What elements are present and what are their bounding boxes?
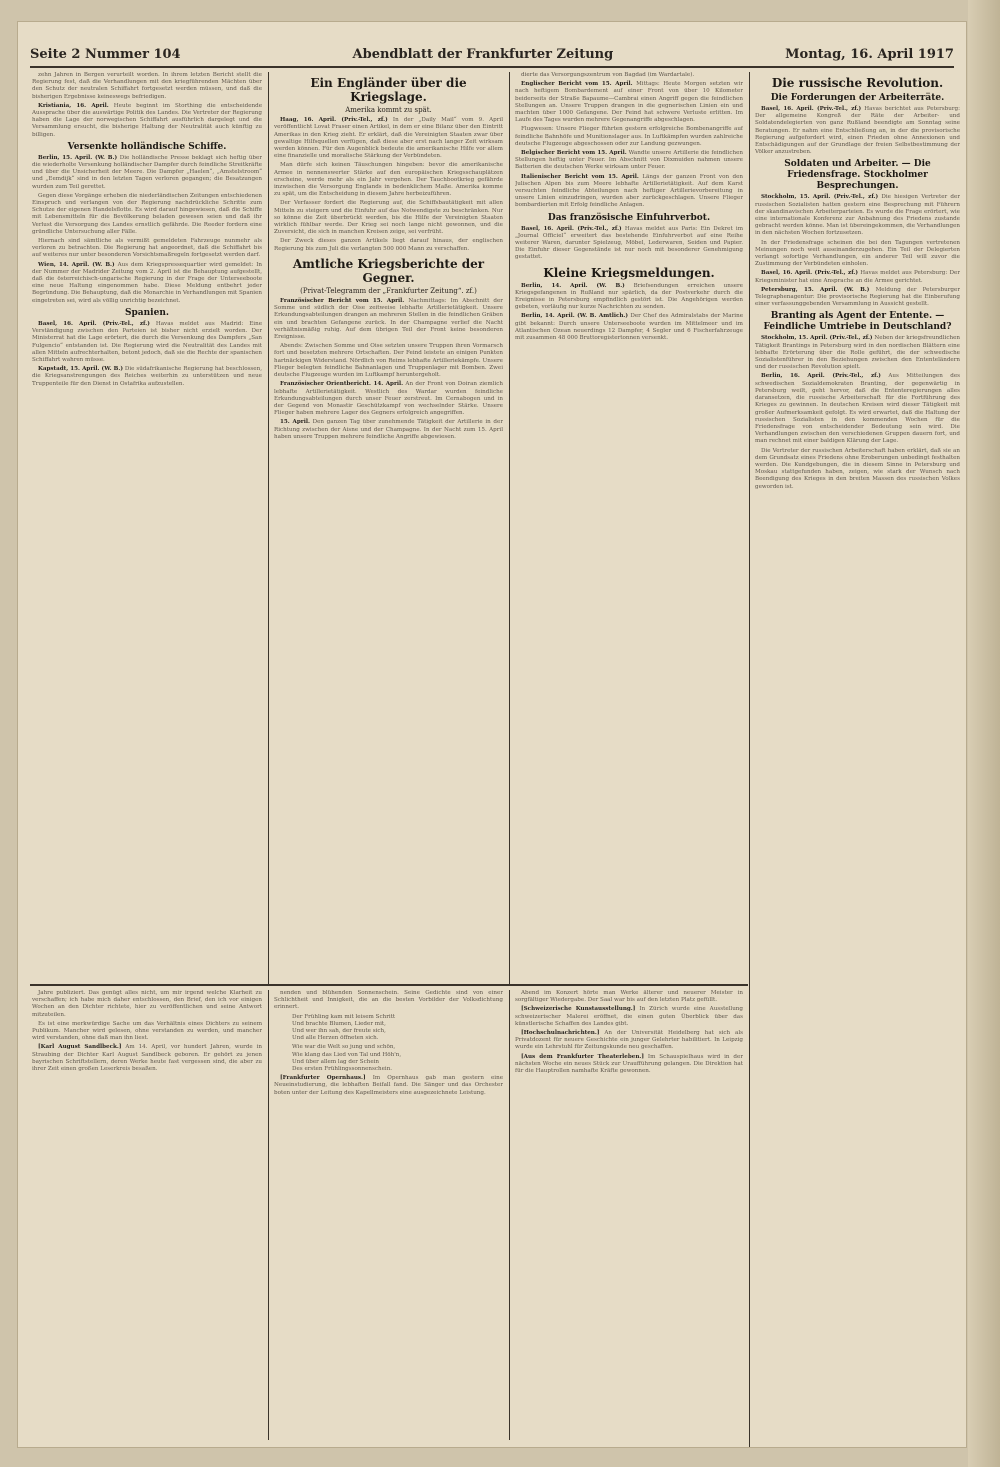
dateline: Basel, 16. April. (Priv.-Tel., zf.) <box>38 320 150 327</box>
column-rule <box>749 72 750 1447</box>
dateline: Französischer Orientbericht. 14. April. <box>280 381 404 388</box>
dateline: Basel, 16. April. (Priv.-Tel., zf.) <box>761 270 859 277</box>
article-headline: Soldaten und Arbeiter. — Die Friedensfrage. Stockholmer Besprechungen. <box>784 159 931 192</box>
dateline: Basel, 16. April. (Priv.-Tel., zf.) <box>521 225 622 232</box>
issue-date: Montag, 16. April 1917 <box>785 47 954 62</box>
article-headline: Die russische Revolution. <box>771 76 944 90</box>
article-headline: Das französische Einfuhrverbot. <box>547 212 711 223</box>
feuilleton-item: [Hochschulnachrichten.] <box>521 1030 600 1037</box>
feuilleton-item: [Schweizerische Kunstausstellung.] <box>521 1006 636 1013</box>
article-headline: Spanien. <box>125 307 169 318</box>
dateline: 15. April. <box>280 419 310 426</box>
dateline: Stockholm, 15. April. (Priv.-Tel., zf.) <box>761 335 873 342</box>
dateline: Berlin, 14. April. (W. B.) <box>521 282 625 289</box>
feuilleton-column-3: Abend im Konzert hörte man Werke älterer und neuerer Meister in sorgfältiger Wiedergabe. Der Saal war bis auf den letzten Platz gefüllt. [Schweizerische Kunstausstellung.] In Zürich wurde eine Ausstellung schweizerischer Malerei eröffnet, die einen guten Überblick über das künstlerische Schaffen des Landes gibt. [Hochschulnachrichten.] An der Universität Heidelberg hat sich als Privatdozent für neuere Geschichte ein junger Gelehrter habilitiert. In Leipzig wurde ein Lehrstuhl für Zeitungskunde neu geschaffen. [Aus dem Frankfurter Theaterleben.] Im Schauspielhaus wird in der nächsten Woche ein neues Stück zur Uraufführung gelangen. Die Direktion hat für die Hauptrollen namhafte Kräfte gewonnen. <box>515 990 743 1075</box>
dateline: Englischer Bericht vom 15. April. <box>521 81 633 88</box>
column-4: Die russische Revolution. Die Forderungen der Arbeiterräte. Basel, 16. April. (Priv.-Tel., zf.) Havas berichtet aus Petersburg: Der allgemeine Kongreß der Räte der Arbeiter- und Soldatendelegierten von ganz Rußland beendigte am Sonntag seine Beratungen. Er nahm eine Entschließung an, in der die provisorische Regierung aufgefordert wird, einen Frieden ohne Annexionen und Entschädigungen auf der Grundlage der freien Selbstbestimmung der Völker anzustreben. Soldaten und Arbeiter. — Die Friedensfrage. Stockholmer Besprechungen. Stockholm, 15. April. (Priv.-Tel., zf.) Die hiesigen Vertreter der russischen Sozialisten hatten gestern eine Besprechung mit Führern der skandinavischen Arbeiterparteien. Es wurde die Frage erörtert, wie eine internationale Konferenz zur Anbahnung des Friedens zustande gebracht werden könne. Man ist übereingekommen, die Verhandlungen in den nächsten Wochen fortzusetzen. In der Friedensfrage scheinen die bei den Tagungen vertretenen Meinungen noch weit auseinanderzugehen. Ein Teil der Delegierten verlangt sofortige Verhandlungen, ein anderer Teil will zuvor die Zustimmung der Verbündeten einholen. Basel, 16. April. (Priv.-Tel., zf.) Havas meldet aus Petersburg: Der Kriegsminister hat eine Ansprache an die Armee gerichtet. Petersburg, 15. April. (W. B.) Meldung der Petersburger Telegraphenagentur: Die provisorische Regierung hat die Einberufung einer verfassunggebenden Versammlung in Aussicht gestellt. Branting als Agent der Entente. — Feindliche Umtriebe in Deutschland? Stockholm, 15. April. (Priv.-Tel., zf.) Neben der kriegsfreundlichen Tätigkeit Brantings in Petersburg wird in den nordischen Blättern eine lebhafte Erörterung über die Rolle geführt, die der schwedische Sozialistenführer in den Beziehungen zwischen den Ententeländern und der russischen Revolution spielt. Berlin, 16. April. (Priv.-Tel., zf.) Aus Mitteilungen des schwedischen Sozialdemokraten Branting, der gegenwärtig in Petersburg weilt, geht hervor, daß die Ententeregierungen alles daransetzen, die russische Arbeiterschaft für die Fortführung des Krieges zu gewinnen. In deutschen Kreisen wird dieser Tätigkeit mit großer Aufmerksamkeit gefolgt. Es wird erwartet, daß die Haltung der russischen Sozialisten in den kommenden Wochen für die Friedensfrage von entscheidender Bedeutung sein wird. Die Verhandlungen zwischen den verschiedenen Gruppen dauern fort, und man rechnet mit einer baldigen Klärung der Lage. Die Vertreter der russischen Arbeiterschaft haben erklärt, daß sie an dem Grundsatz eines Friedens ohne Eroberungen unbedingt festhalten werden. Die Kundgebungen, die in diesem Sinne in Petersburg und Moskau stattgefunden haben, zeigen, wie stark der Wunsch nach Beendigung des Krieges in den breiten Massen des russischen Volkes geworden ist. <box>755 76 960 490</box>
article-subheadline: Amerika kommt zu spät. <box>345 106 432 114</box>
article-subheadline: Die Forderungen der Arbeiterräte. <box>770 93 945 103</box>
dateline: Wien, 14. April. (W. B.) <box>38 261 115 268</box>
dateline: Italienischer Bericht vom 15. April. <box>521 173 639 180</box>
newspaper-title: Abendblatt der Frankfurter Zeitung <box>352 47 614 62</box>
dateline: Kapstadt, 15. April. (W. B.) <box>38 366 123 373</box>
feuilleton-item: [Aus dem Frankfurter Theaterleben.] <box>521 1053 644 1060</box>
column-rule <box>509 72 510 984</box>
column-2: Ein Engländer über die Kriegslage. Amerika kommt zu spät. Haag, 16. April. (Priv.-Tel., zf.) In der „Daily Mail“ vom 9. April veröffentlicht Lovat Fraser einen Artikel, in dem er eine Bilanz über den Eintritt Amerikas in den Krieg zieht. Er erklärt, daß die Vereinigten Staaten zwar über gewaltige Hilfsquellen verfügen, daß diese aber erst nach langer Zeit wirksam werden können. Für den Augenblick bedeute die amerikanische Hilfe vor allem eine finanzielle und moralische Stärkung der Verbündeten. Man dürfe sich keinen Täuschungen hingeben: bevor die amerikanische Armee in nennenswerter Stärke auf den europäischen Kriegsschauplätzen erscheine, werde mehr als ein Jahr vergehen. Der Tauchbootkrieg gefährde inzwischen die Versorgung Englands in bedenklichem Maße. Amerika komme zu spät, um die Entscheidung in diesem Jahre herbeizuführen. Der Verfasser fordert die Regierung auf, die Schiffsbautätigkeit mit allen Mitteln zu steigern und die Einfuhr auf das Notwendigste zu beschränken. Nur so könne die Zeit überbrückt werden, bis die Hilfe der Vereinigten Staaten wirklich fühlbar werde. Der Krieg sei noch lange nicht gewonnen, und die Zuversicht, die sich in manchen Kreisen zeige, sei verfrüht. Der Zweck dieses ganzen Artikels liegt darauf hinaus, der englischen Regierung bis zum Juli die verlangten 500 000 Mann zu verschaffen. Amtliche Kriegsberichte der Gegner. (Privat-Telegramm der „Frankfurter Zeitung“. zf.) Französischer Bericht vom 15. April. Nachmittags: Im Abschnitt der Somme und südlich der Oise zeitweise lebhafte Artillerietätigkeit. Unsere Erkundungsabteilungen drangen an mehreren Stellen in die feindlichen Gräben ein und brachten Gefangene zurück. In der Champagne verlief die Nacht verhältnismäßig ruhig. Auf dem übrigen Teil der Front keine besonderen Ereignisse. Abends: Zwischen Somme und Oise setzten unsere Truppen ihren Vormarsch fort und besetzten mehrere Ortschaften. Der Feind leistete an einigen Punkten hartnäckigen Widerstand. Nördlich von Reims lebhafte Artilleriekämpfe. Unsere Flieger belegten feindliche Bahnanlagen und Truppenlager mit Bomben. Zwei deutsche Flugzeuge wurden im Luftkampf heruntergeholt. Französischer Orientbericht. 14. April. An der Front von Doiran ziemlich lebhafte Artillerietätigkeit. Westlich des Wardar wurden feindliche Erkundungsabteilungen durch unser Feuer zerstreut. Im Cernabogen und in der Gegend von Monastir Geschützkampf von wechselnder Stärke. Unsere Flieger haben mehrere Lager des Gegners erfolgreich angegriffen. 15. April. Den ganzen Tag über zunehmende Tätigkeit der Artillerie in der Richtung zwischen der Aisne und der Champagne. In der Nacht zum 15. April haben unsere Truppen mehrere feindliche Angriffe abgewiesen. <box>274 76 503 440</box>
column-rule <box>268 990 269 1440</box>
feuilleton-item: [Frankfurter Opernhaus.] <box>280 1075 366 1082</box>
article-headline: Kleine Kriegsmeldungen. <box>543 265 715 280</box>
article-subheadline: (Privat-Telegramm der „Frankfurter Zeitung“. zf.) <box>300 286 477 295</box>
feuilleton-column-2: nenden und blühenden Sonnenschein. Seine Gedichte sind von einer Schlichtheit und Innigkeit, die an die besten Vorbilder der Volksdichtung erinnert. Der Frühling kam mit leisem Schritt Und brachte Blumen, Lieder mit, Und wer ihn sah, der freute sich, Und alle Herzen öffneten sich. Wie war die Welt so jung und schön, Wie klang das Lied von Tal und Höh'n, Und über allem lag der Schein Des ersten Frühlingssonnenschein. [Frankfurter Opernhaus.] Im Opernhaus gab man gestern eine Neueinstudierung, die lebhaften Beifall fand. Die Sänger und das Orchester boten unter der Leitung des Kapellmeisters eine ausgezeichnete Leistung. <box>274 990 503 1096</box>
page-edge <box>968 0 1000 1467</box>
column-1: zehn Jahren in Bergen verurteilt worden. In ihrem letzten Bericht stellt die Regierung fest, daß die Verhandlungen mit den kriegführenden Mächten über den Schutz der neutralen Schiffahrt fortgesetzt werden müssen, und daß die bisherigen Ergebnisse keineswegs befriedigen. Kristiania, 16. April. Heute beginnt im Storthing die entscheidende Aussprache über die auswärtige Politik des Landes. Die Vertreter der Regierung haben die Lage der norwegischen Schiffahrt ausführlich dargelegt und die Versammlung ersucht, die bisherige Haltung der Neutralität auch künftig zu billigen. Versenkte holländische Schiffe. Berlin, 15. April. (W. B.) Die holländische Presse beklagt sich heftig über die wiederholte Versenkung holländischer Dampfer durch feindliche Streitkräfte und über die Unsicherheit der Meere. Die Dampfer „Haelen“, „Amstelstroom“ und „Eemdijk“ sind in den letzten Tagen verloren gegangen; die Besatzungen wurden zum Teil gerettet. Gegen diese Vorgänge erheben die niederländischen Zeitungen entschiedenen Einspruch und verlangen von der Regierung nachdrückliche Schritte zum Schutze der eigenen Handelsflotte. Es wird darauf hingewiesen, daß die Schiffe mit Lebensmitteln für die Bevölkerung beladen gewesen seien und daß ihr Verlust die Versorgung des Landes ernstlich gefährde. Die Reeder fordern eine gründliche Untersuchung aller Fälle. Hiernach sind sämtliche als vermißt gemeldeten Fahrzeuge nunmehr als verloren zu betrachten. Die Regierung hat angeordnet, daß die Schiffahrt bis auf weiteres nur unter besonderen Vorsichtsmaßregeln fortgesetzt werden darf. Wien, 14. April. (W. B.) Aus dem Kriegspressequartier wird gemeldet: In der Nummer der Madrider Zeitung vom 2. April ist die Behauptung aufgestellt, daß die österreichisch-ungarische Regierung in der Frage der Unterseeboote eine neue Haltung eingenommen habe. Diese Meldung entbehrt jeder Begründung. Die Behauptung, daß die Monarchie in Verhandlungen mit Spanien eingetreten sei, wird als völlig unrichtig bezeichnet. Spanien. Basel, 16. April. (Priv.-Tel., zf.) Havas meldet aus Madrid: Eine Verständigung zwischen den Parteien ist bisher nicht erzielt worden. Der Ministerrat hat die Lage erörtert, die durch die Versenkung des Dampfers „San Fulgencio“ entstanden ist. Die Regierung wird die Neutralität des Landes mit allen Mitteln aufrechterhalten, betont jedoch, daß sie die Rechte der spanischen Schiffahrt wahren müsse. Kapstadt, 15. April. (W. B.) Die südafrikanische Regierung hat beschlossen, die Kriegsanstrengungen des Reiches weiterhin zu unterstützen und neue Truppenteile für den Dienst in Ostafrika aufzustellen. <box>32 72 262 387</box>
dateline: Französischer Bericht vom 15. April. <box>280 298 405 305</box>
dateline: Berlin, 15. April. (W. B.) <box>38 154 118 161</box>
article-headline: Branting als Agent der Entente. — Feindliche Umtriebe in Deutschland? <box>763 311 952 333</box>
feuilleton-column-1: Jahre publiziert. Das genügt alles nicht, um mir irgend welche Klarheit zu verschaffen; ich habe mich daher entschlossen, den Brief, den ich vor einigen Wochen an den Dichter richtete, hier zu veröffentlichen und seine Antwort mitzuteilen. Es ist eine merkwürdige Sache um das Verhältnis eines Dichters zu seinem Publikum. Mancher wird gelesen, ohne verstanden zu werden, und mancher wird verstanden, ohne daß man ihn liest. [Karl August Sandlbeck.] Am 14. April, vor hundert Jahren, wurde in Straubing der Dichter Karl August Sandlbeck geboren. Er gehört zu jenen bayrischen Schriftstellern, deren Werke heute fast vergessen sind, die aber zu ihrer Zeit einen großen Leserkreis besaßen. <box>32 990 262 1073</box>
dateline: Belgischer Bericht vom 15. April. <box>521 150 627 157</box>
dateline: Stockholm, 15. April. (Priv.-Tel., zf.) <box>761 194 879 201</box>
page-number: Seite 2 Nummer 104 <box>30 47 181 62</box>
dateline: Berlin, 14. April. (W. B. Amtlich.) <box>521 313 629 320</box>
column-rule <box>268 72 269 984</box>
dateline: Basel, 16. April. (Priv.-Tel., zf.) <box>761 106 862 112</box>
column-3: dierte das Versorgungszentrum von Bagdad (im Wardartale). Englischer Bericht vom 15. April. Mittags: Heute Morgen setzten wir nach heftigem Bombardement auf einer Front von über 10 Kilometer beiderseits der Straße Bapaume—Cambrai einen Angriff gegen die feindlichen Stellungen an. Unsere Truppen drangen in die gegnerischen Linien ein und machten über 1000 Gefangene. Der Feind hat schwere Verluste erlitten. Im Laufe des Tages wurden mehrere Gegenangriffe abgeschlagen. Flugwesen: Unsere Flieger führten gestern erfolgreiche Bombenangriffe auf feindliche Bahnhöfe und Munitionslager aus. In Luftkämpfen wurden zahlreiche deutsche Flugzeuge abgeschossen oder zur Landung gezwungen. Belgischer Bericht vom 15. April. Wandte unsere Artillerie die feindlichen Stellungen heftig unter Feuer. Im Abschnitt von Dixmuiden nahmen unsere Batterien die deutschen Werke wirksam unter Feuer. Italienischer Bericht vom 15. April. Längs der ganzen Front von den Julischen Alpen bis zum Meere lebhafte Artillerietätigkeit. Auf dem Karst versuchten feindliche Abteilungen nach heftiger Artillerievorbereitung in unsere Linien einzudringen, wurden aber zurückgeschlagen. Unsere Flieger bombardierten mit Erfolg feindliche Anlagen. Das französische Einfuhrverbot. Basel, 16. April. (Priv.-Tel., zf.) Havas meldet aus Paris: Ein Dekret im „Journal Officiel“ erweitert das bestehende Einfuhrverbot auf eine Reihe weiterer Waren, darunter Spielzeug, Möbel, Lederwaren, Seiden und Papier. Die Einfuhr dieser Gegenstände ist nur noch mit besonderer Genehmigung gestattet. Kleine Kriegsmeldungen. Berlin, 14. April. (W. B.) Briefsendungen erreichen unsere Kriegsgefangenen in Rußland nur spärlich, da der Postverkehr durch die Ereignisse in Petersburg empfindlich gestört ist. Die Angehörigen werden gebeten, vorläufig nur kurze Nachrichten zu senden. Berlin, 14. April. (W. B. Amtlich.) Der Chef des Admiralstabs der Marine gibt bekannt: Durch unsere Unterseeboote wurden im Mittelmeer und im Atlantischen Ozean neuerdings 12 Dampfer, 4 Segler und 6 Fischerfahrzeuge mit zusammen 48 000 Bruttoregistertonnen versenkt. <box>515 72 743 342</box>
newspaper-page <box>18 22 966 1447</box>
article-headline: Versenkte holländische Schiffe. <box>67 141 227 152</box>
masthead <box>30 40 954 68</box>
dateline: Berlin, 16. April. (Priv.-Tel., zf.) <box>761 373 881 380</box>
dateline: Kristiania, 16. April. <box>38 102 109 109</box>
feuilleton-item: [Karl August Sandlbeck.] <box>38 1044 122 1051</box>
column-rule <box>509 990 510 1440</box>
dateline: Haag, 16. April. (Priv.-Tel., zf.) <box>280 117 388 124</box>
dateline: Petersburg, 15. April. (W. B.) <box>761 286 870 293</box>
article-headline: Ein Engländer über die Kriegslage. <box>310 76 467 104</box>
article-headline: Amtliche Kriegsberichte der Gegner. <box>292 256 485 285</box>
feuilleton-rule <box>30 984 748 986</box>
